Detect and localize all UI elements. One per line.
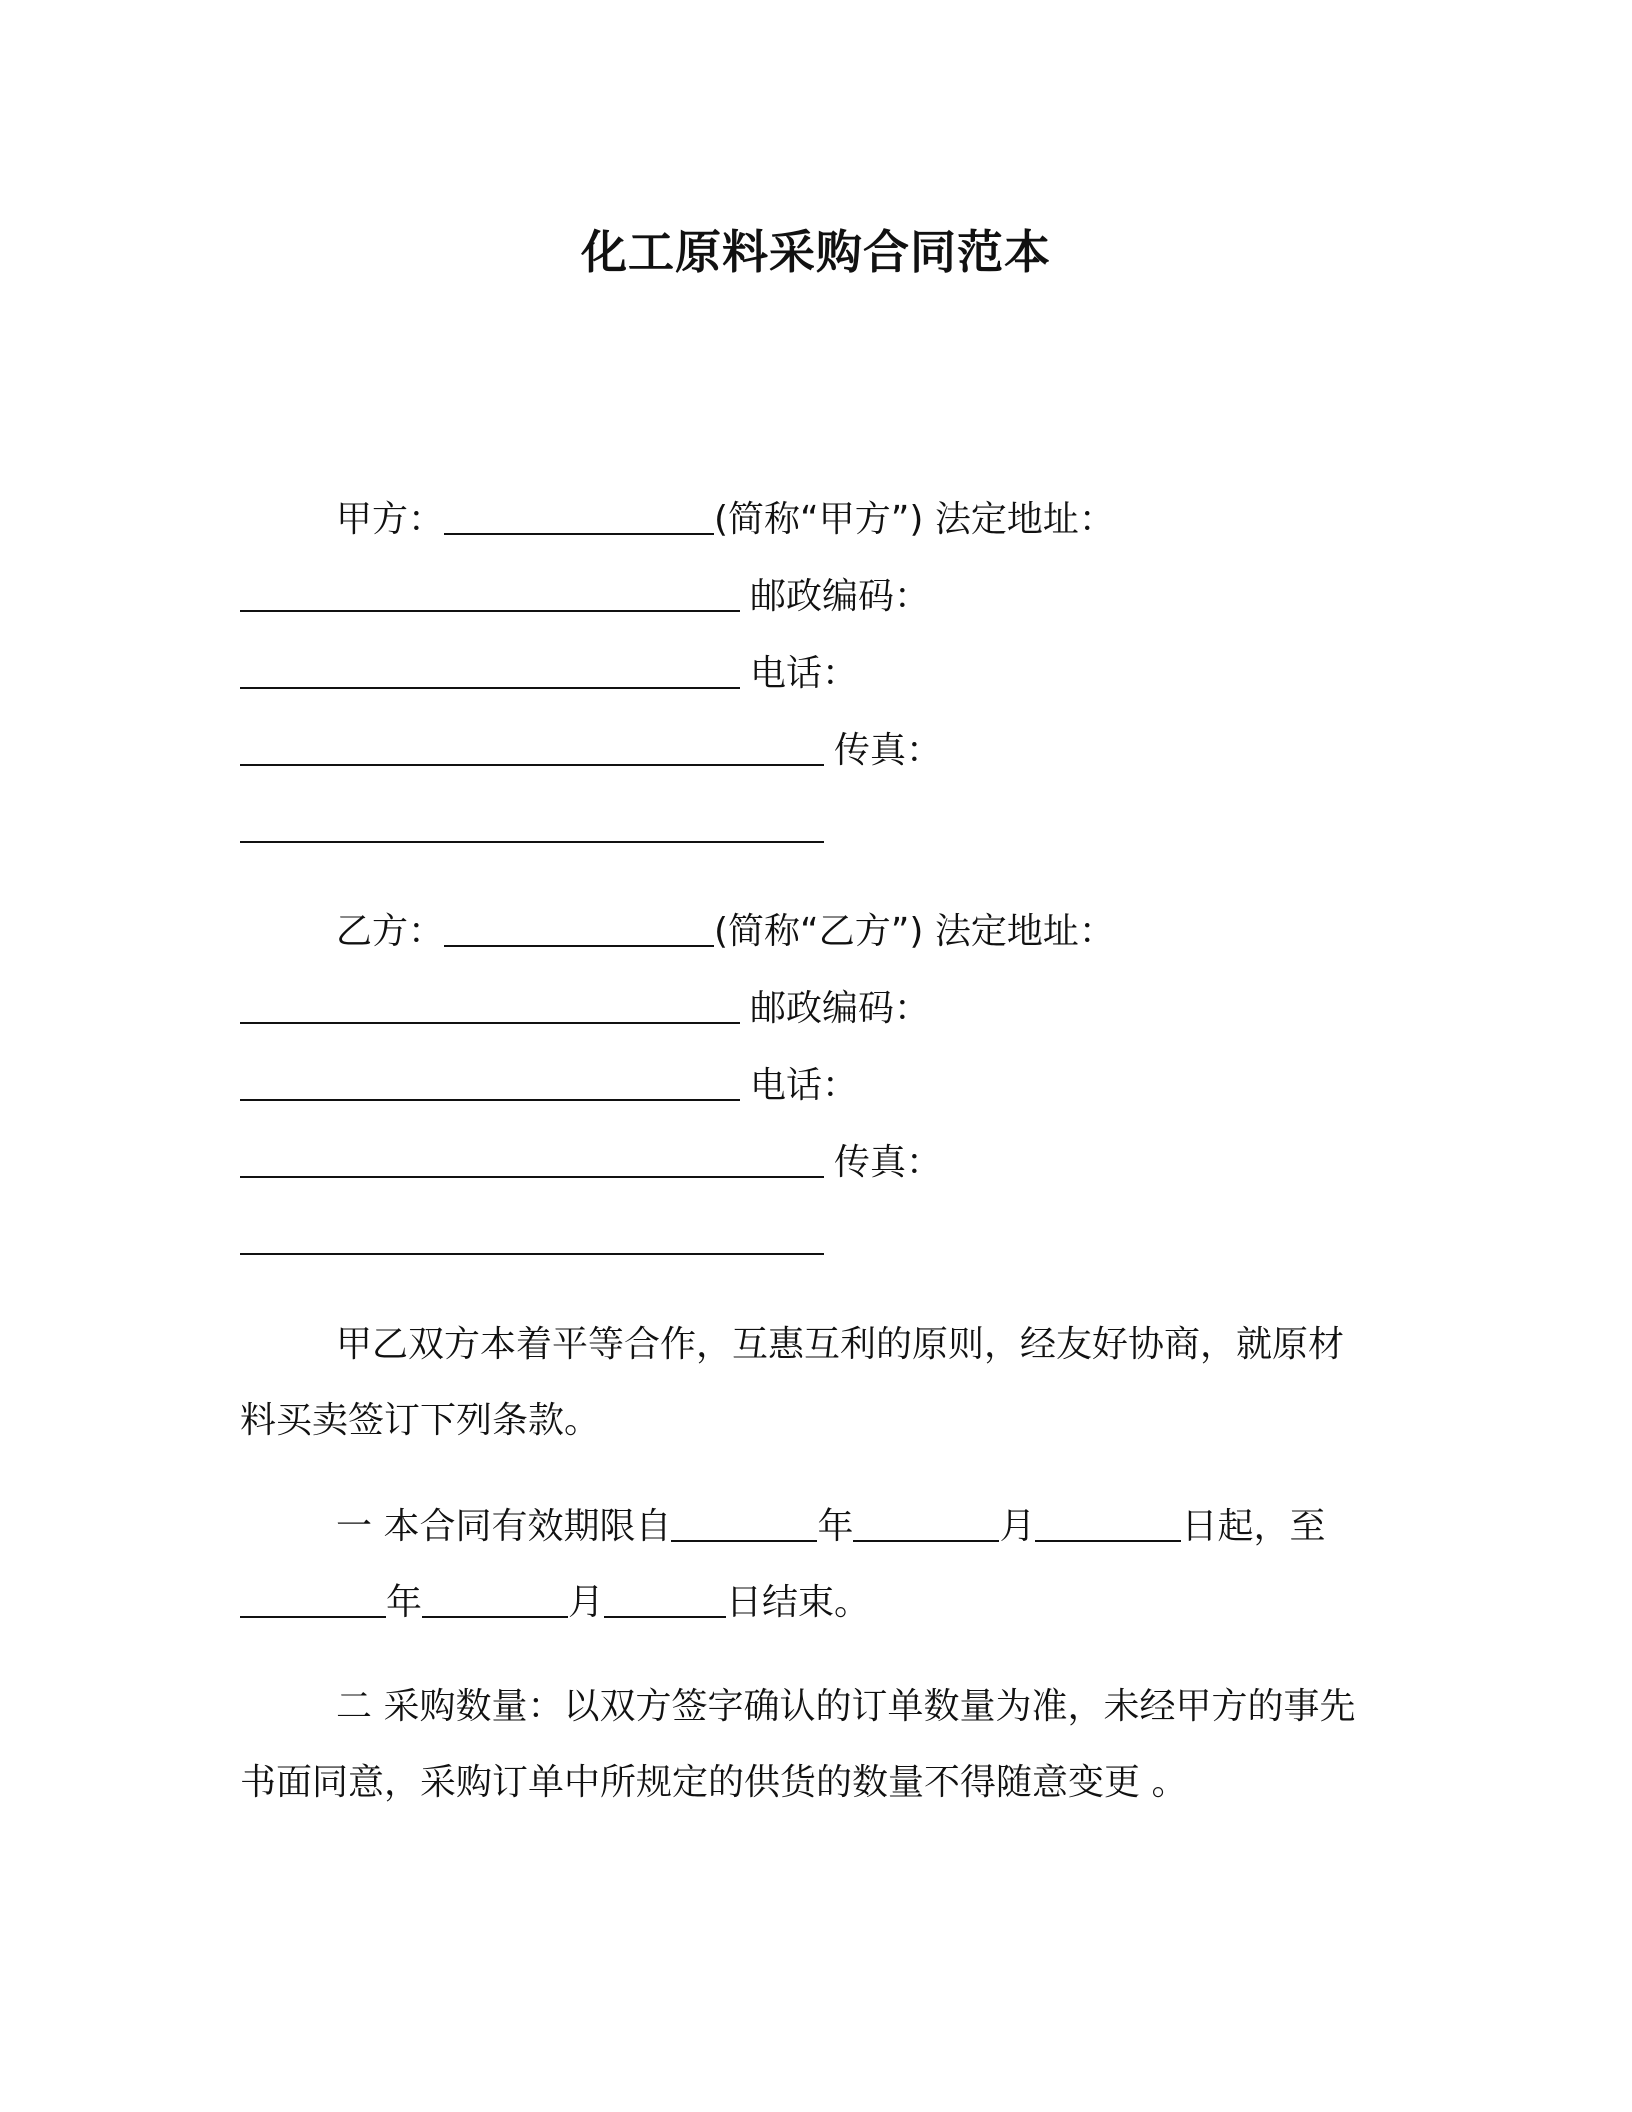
clause-1-year-2: 年 <box>386 1582 423 1623</box>
preamble-line-1: 甲乙双方本着平等合作，互惠互利的原则，经友好协商，就原材 <box>336 1324 1345 1365</box>
clause-1-line-2 <box>240 1578 870 1628</box>
party-a-zip-line <box>240 649 858 699</box>
preamble-line-2: 料买卖签订下列条款。 <box>240 1400 601 1441</box>
party-a-phone-blank <box>240 730 824 766</box>
party-a-name-blank <box>444 499 714 535</box>
party-b-short-name: (简称“乙方”) 法定地址： <box>714 911 1115 952</box>
party-b-label: 乙方： <box>336 911 445 952</box>
party-a-short-name: (简称“甲方”) 法定地址： <box>714 499 1115 540</box>
party-a-fax-blank <box>240 807 824 843</box>
clause-2-line-1: 二 采购数量：以双方签字确认的订单数量为准，未经甲方的事先 <box>336 1686 1356 1727</box>
clause-1-day-from: 日起，至 <box>1181 1506 1326 1547</box>
party-a-postal-code-label: 邮政编码： <box>750 576 931 617</box>
clause-1-month-2: 月 <box>568 1582 605 1623</box>
party-b-fax-line <box>240 1215 824 1265</box>
document-title: 化工原料采购合同范本 <box>581 225 1051 279</box>
start-day-blank <box>1035 1506 1181 1542</box>
clause-1-year: 年 <box>817 1506 854 1547</box>
clause-1-month: 月 <box>999 1506 1036 1547</box>
party-b-phone-line <box>240 1138 942 1188</box>
clause-2-line-2: 书面同意，采购订单中所规定的供货的数量不得随意变更 。 <box>240 1762 1188 1803</box>
party-b-line <box>336 907 1115 957</box>
party-b-fax-label: 传真： <box>834 1142 943 1183</box>
party-a-address-line <box>240 572 930 622</box>
end-day-blank <box>604 1582 726 1618</box>
party-b-address-blank <box>240 988 740 1024</box>
party-a-phone-line <box>240 726 942 776</box>
party-a-label: 甲方： <box>336 499 445 540</box>
party-a-postal-code-blank <box>240 653 740 689</box>
clause-1-prefix: 一 本合同有效期限自 <box>336 1506 672 1547</box>
party-b-phone-blank <box>240 1142 824 1178</box>
end-month-blank <box>422 1582 568 1618</box>
clause-1-day-end: 日结束。 <box>726 1582 871 1623</box>
start-month-blank <box>853 1506 999 1542</box>
party-b-address-line <box>240 984 930 1034</box>
clause-1-line-1 <box>336 1502 1326 1552</box>
end-year-blank <box>240 1582 386 1618</box>
party-b-phone-label: 电话： <box>750 1065 859 1106</box>
party-b-name-blank <box>444 911 714 947</box>
party-b-postal-code-label: 邮政编码： <box>750 988 931 1029</box>
party-a-line <box>336 495 1115 545</box>
party-b-zip-line <box>240 1061 858 1111</box>
party-a-fax-line <box>240 803 824 853</box>
party-a-fax-label: 传真： <box>834 730 943 771</box>
party-b-postal-code-blank <box>240 1065 740 1101</box>
party-b-fax-blank <box>240 1219 824 1255</box>
start-year-blank <box>671 1506 817 1542</box>
party-a-phone-label: 电话： <box>750 653 859 694</box>
party-a-address-blank <box>240 576 740 612</box>
